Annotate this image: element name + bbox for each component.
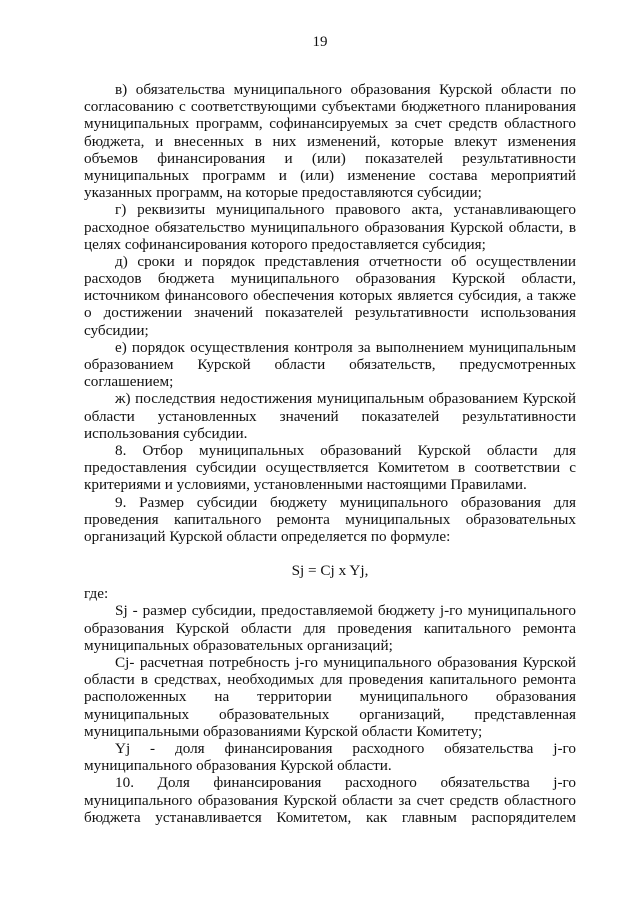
text-line: расходов бюджета муниципального образования Курской области,: [84, 270, 576, 288]
text-line: Yj - доля финансирования расходного обязательства j-го: [115, 739, 576, 757]
text-line: о достижении значений показателей результативности использования: [84, 304, 576, 322]
page-number: 19: [312, 34, 328, 50]
text-line: критериями и условиями, установленными настоящими Правилами.: [84, 476, 527, 494]
text-line: муниципального образования Курской области за счет средств областного: [84, 791, 576, 809]
text-line: проведения капитального ремонта муниципальных образовательных: [84, 510, 576, 528]
paragraph-para-v: [84, 81, 576, 201]
text-line: области установленных значений показателей результативности: [84, 407, 576, 425]
text-line: муниципальных образовательных организаций, представленная: [84, 705, 576, 723]
text-line: бюджета, и внесенных в них изменений, которые влекут изменения: [84, 132, 576, 150]
paragraph-para-d: [84, 253, 576, 339]
text-line: образования Курской области для проведения капитального ремонта: [84, 619, 576, 637]
where-label: где:: [84, 585, 109, 603]
text-line: 8. Отбор муниципальных образований Курской области для: [115, 441, 576, 459]
text-line: субсидии;: [84, 321, 149, 339]
definitions: [84, 602, 576, 825]
text-line: согласованию с соответствующими субъектами бюджетного планирования: [84, 98, 576, 116]
text-line: объемов финансирования и (или) показателей результативности: [84, 149, 576, 167]
text-line: г) реквизиты муниципального правового акта, устанавливающего: [115, 201, 576, 219]
text-line: муниципальными образованиями Курской области Комитету;: [84, 722, 483, 740]
paragraph-para-g: [84, 201, 576, 253]
text-line: использования субсидии.: [84, 424, 248, 442]
text-line: в) обязательства муниципального образования Курской области по: [115, 81, 576, 98]
text-line: Sj - размер субсидии, предоставляемой бюджету j-го муниципального: [115, 602, 576, 620]
text-line: муниципальных программ, софинансируемых за счет средств областного: [84, 115, 576, 133]
text-line: муниципального образования Курской области.: [84, 757, 392, 775]
text-line: Cj- расчетная потребность j-го муниципального образования Курской: [115, 654, 576, 671]
text-line: организаций Курской области определяется по формуле:: [84, 527, 451, 545]
text-line: расходное обязательство муниципального образования Курской области, в: [84, 218, 576, 236]
formula: Sj = Cj x Yj,: [291, 562, 369, 580]
paragraph-para-9: [84, 494, 576, 546]
paragraph-def-yj: [84, 740, 576, 774]
text-line: е) порядок осуществления контроля за выполнением муниципальным: [115, 338, 576, 356]
text-line: расположенных на территории муниципального образования: [84, 688, 576, 706]
text-line: образованием Курской области обязательств, предусмотренных: [84, 356, 576, 373]
paragraphs: [84, 81, 576, 545]
paragraph-para-zh: [84, 390, 576, 442]
paragraph-para-10: [84, 774, 576, 826]
text-line: области в средствах, необходимых для проведения капитального ремонта: [84, 671, 576, 689]
text-line: предоставления субсидии осуществляется Комитетом в соответствии с: [84, 459, 576, 477]
document-body: [84, 81, 576, 826]
text-line: 10. Доля финансирования расходного обязательства j-го: [115, 774, 576, 792]
text-line: целях софинансирования которого предоставляется субсидия;: [84, 235, 486, 253]
text-line: источником финансового обеспечения которых является субсидия, а также: [84, 287, 576, 305]
text-line: 9. Размер субсидии бюджету муниципального образования для: [115, 493, 576, 511]
text-line: муниципальных программ и (или) изменение состава мероприятий: [84, 166, 576, 184]
text-line: указанных программ, на которые предоставляются субсидии;: [84, 184, 482, 202]
paragraph-para-e: [84, 339, 576, 391]
paragraph-para-8: [84, 442, 576, 494]
text-line: ж) последствия недостижения муниципальным образованием Курской: [115, 390, 576, 408]
text-line: муниципальных образовательных организаций;: [84, 636, 393, 654]
text-line: д) сроки и порядок представления отчетности об осуществлении: [115, 252, 576, 270]
text-line: бюджета устанавливается Комитетом, как главным распорядителем: [84, 808, 576, 826]
paragraph-def-cj: [84, 654, 576, 740]
paragraph-def-sj: [84, 602, 576, 654]
text-line: соглашением;: [84, 373, 174, 391]
